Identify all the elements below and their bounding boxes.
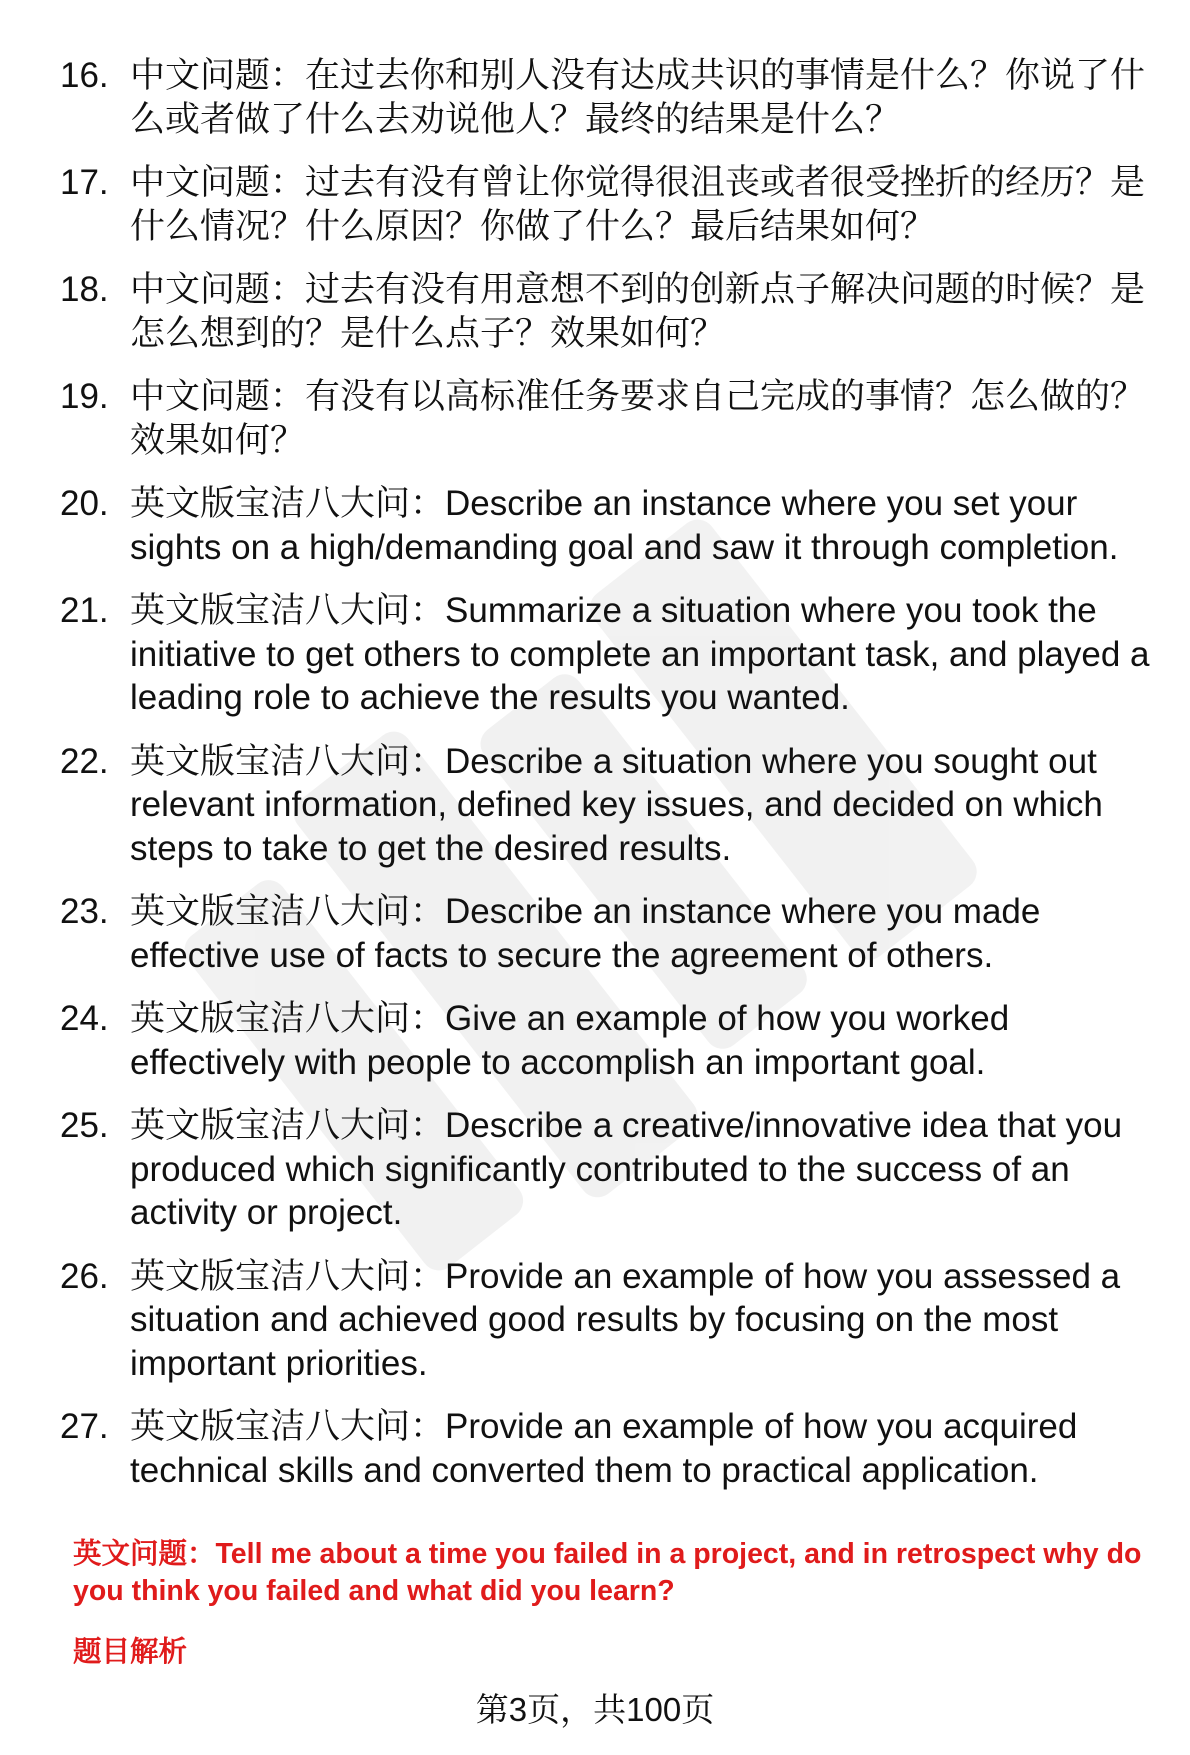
item-text: Describe an instance where you made effective use of facts to secure the agreement of others.: [130, 892, 1041, 975]
item-text: Give an example of how you worked effectively with people to accomplish an important goal.: [130, 999, 1010, 1082]
item-number: 27.: [60, 1407, 109, 1446]
item-number: 17.: [60, 163, 109, 202]
item-number: 21.: [60, 591, 109, 630]
item-prefix: 英文版宝洁八大问：: [130, 1106, 446, 1145]
item-prefix: 英文版宝洁八大问：: [130, 741, 446, 781]
list-item: [60, 740, 1160, 871]
item-prefix: 英文版宝洁八大问：: [130, 484, 446, 523]
item-text: Describe an instance where you set your sights on a high/demanding goal and saw it through completion.: [130, 484, 1119, 567]
list-item: [60, 1104, 1160, 1235]
item-number: 25.: [60, 1106, 109, 1145]
item-number: 20.: [60, 484, 109, 523]
highlight-question: 英文问题：Tell me about a time you failed in a project, and in retrospect why do you think you failed and what did you learn?: [73, 1538, 1142, 1607]
item-prefix: 英文版宝洁八大问：: [130, 1407, 446, 1446]
question-list: [60, 54, 1160, 1512]
item-text: Describe a situation where you sought out relevant information, defined key issues, and decided on which steps to take to get the desired results.: [130, 741, 1103, 868]
item-text: Provide an example of how you acquired technical skills and converted them to practical application.: [130, 1407, 1078, 1490]
section-heading: 题目解析: [73, 1636, 188, 1668]
item-text: Provide an example of how you assessed a situation and achieved good results by focusing on the most important priorities.: [130, 1256, 1121, 1383]
list-item: [60, 161, 1160, 248]
list-item: [60, 268, 1160, 355]
item-prefix: 中文问题：: [130, 270, 306, 309]
item-number: 24.: [60, 999, 109, 1038]
item-prefix: 英文版宝洁八大问：: [130, 591, 446, 630]
item-prefix: 中文问题：: [130, 377, 306, 416]
item-text: 过去有没有用意想不到的创新点子解决问题的时候？是怎么想到的？是什么点子？效果如何？: [130, 270, 1146, 353]
list-item: [60, 1255, 1160, 1386]
list-item: [60, 589, 1160, 720]
item-number: 22.: [60, 741, 109, 781]
item-number: 26.: [60, 1256, 109, 1296]
item-prefix: 中文问题：: [130, 163, 306, 202]
item-prefix: 中文问题：: [130, 56, 306, 95]
list-item: [60, 1405, 1160, 1492]
item-text: 在过去你和别人没有达成共识的事情是什么？你说了什么或者做了什么去劝说他人？最终的结果是什么？: [130, 56, 1146, 139]
page-footer: 第3页，共100页: [475, 1691, 715, 1728]
item-text: Describe a creative/innovative idea that you produced which significantly contributed to the success of an activity or project.: [130, 1106, 1123, 1232]
list-item: [60, 54, 1160, 141]
item-text: Summarize a situation where you took the initiative to get others to complete an important task, and played a leading role to achieve the results you wanted.: [130, 591, 1150, 717]
list-item: [60, 890, 1160, 977]
item-text: 过去有没有曾让你觉得很沮丧或者很受挫折的经历？是什么情况？什么原因？你做了什么？最后结果如何？: [130, 163, 1146, 246]
item-prefix: 英文版宝洁八大问：: [130, 1256, 446, 1296]
item-text: 有没有以高标准任务要求自己完成的事情？怎么做的？效果如何？: [130, 377, 1146, 460]
item-number: 16.: [60, 56, 109, 95]
item-number: 18.: [60, 270, 109, 309]
list-item: [60, 997, 1160, 1084]
item-prefix: 英文版宝洁八大问：: [130, 999, 446, 1038]
item-number: 19.: [60, 377, 109, 416]
list-item: [60, 482, 1160, 569]
item-number: 23.: [60, 892, 109, 931]
item-prefix: 英文版宝洁八大问：: [130, 892, 446, 931]
list-item: [60, 375, 1160, 462]
